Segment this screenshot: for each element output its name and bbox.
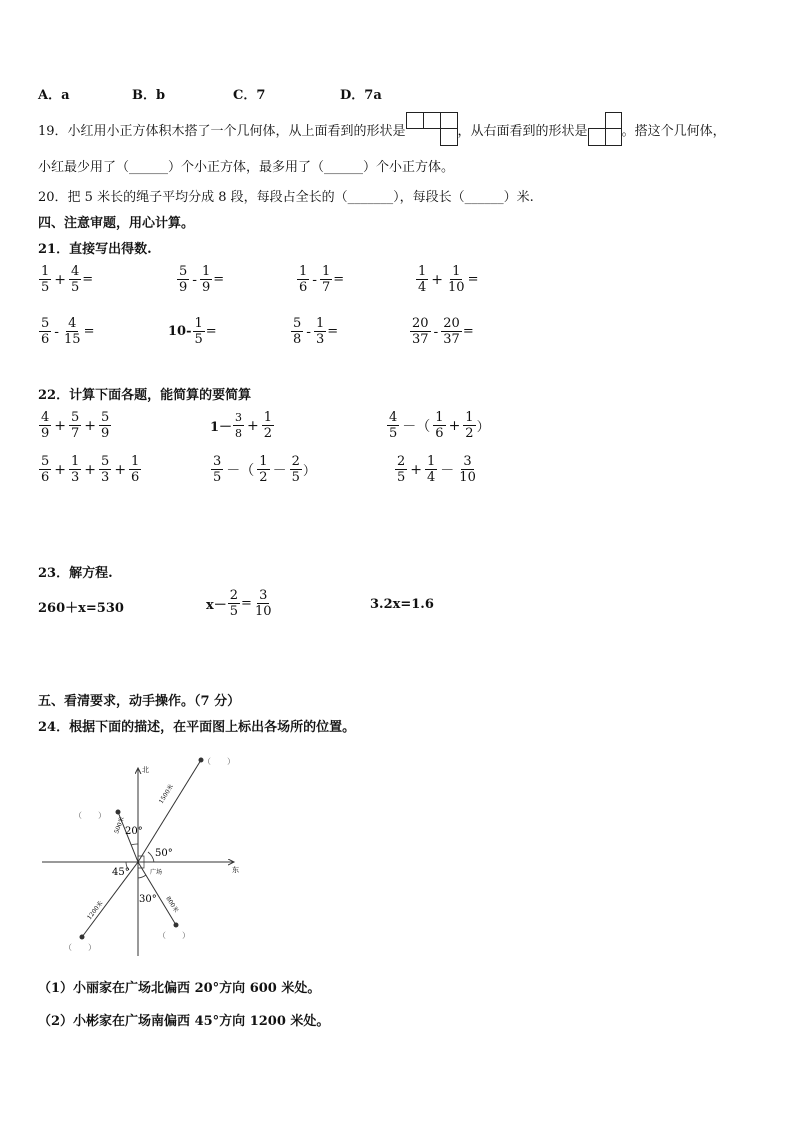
q21-item-8: $\frac{20}{37}$ - $\frac{20}{37}$ =	[412, 316, 474, 347]
equation-1: 260＋x=530	[38, 601, 124, 616]
q19-line2: 小红最少用了（______）个小正方体，最多用了（______）个小正方体。	[38, 160, 455, 175]
q24-item-2: （2）小彬家在广场南偏西 45°方向 1200 米处。	[38, 1014, 330, 1029]
option-a: A．a	[38, 88, 70, 103]
dist-800: 800米	[164, 895, 180, 914]
dist-1200: 1200米	[86, 899, 105, 922]
paren-nnw: （ ）	[74, 811, 106, 820]
dist-500: 500米	[113, 815, 126, 835]
q22-expr-6: $\frac{2}{5}$ + $\frac{1}{4}$ － $\frac{3}{10}$	[397, 454, 476, 485]
equation-3: 3.2x=1.6	[370, 597, 434, 612]
paren-sw: （ ）	[64, 943, 96, 952]
sw-point	[80, 935, 85, 940]
question-19-line1	[38, 112, 726, 146]
option-b: B．b	[132, 88, 166, 103]
q21-item-4: $\frac{1}{4}$ + $\frac{1}{10}$ =	[418, 264, 479, 295]
section-4-heading: 四、注意审题，用心计算。	[38, 216, 195, 231]
section-5-heading: 五、看清要求，动手操作。（7 分）	[38, 694, 241, 709]
q22-expr-5: $\frac{3}{5}$ －（ $\frac{1}{2}$ － $\frac{2}{5}$ ）	[213, 454, 316, 485]
q21-item-2: $\frac{5}{9}$ - $\frac{1}{9}$ =	[179, 264, 225, 295]
ne-line	[138, 760, 201, 862]
equation-2: x－ $\frac{2}{5}$ = $\frac{3}{10}$	[206, 588, 272, 619]
paren-ne: （ ）	[203, 757, 235, 766]
top-view-grid	[406, 112, 458, 146]
north-label: 北	[142, 766, 149, 774]
east-label: 东	[232, 866, 239, 874]
dist-1500: 1500米	[157, 783, 175, 806]
q24-item-1: （1）小丽家在广场北偏西 20°方向 600 米处。	[38, 981, 321, 996]
se-point	[174, 923, 179, 928]
q21-item-5: $\frac{5}{6}$ - $\frac{4}{15}$ =	[41, 316, 95, 347]
q22-expr-2: 1－ $\frac{3}{8}$ + $\frac{1}{2}$	[210, 410, 273, 441]
angle-50-label: 50°	[155, 848, 173, 859]
option-c: C．7	[233, 88, 266, 103]
angle-20-label: 20°	[125, 826, 143, 837]
q22-expr-3: $\frac{4}{5}$ －（ $\frac{1}{6}$ + $\frac{1}{2}$ ）	[389, 410, 490, 441]
q22-expr-1: $\frac{4}{9}$ + $\frac{5}{7}$ + $\frac{5}{9}$	[41, 410, 110, 441]
question-22-title: 22．计算下面各题，能简算的要简算	[38, 388, 252, 403]
direction-diagram	[38, 748, 258, 960]
right-view-grid	[588, 112, 622, 146]
paren-se: （ ）	[158, 931, 190, 940]
center-label: 广场	[150, 869, 163, 876]
q19-text-part2: ，从右面看到的形状是	[457, 123, 588, 139]
option-d: D．7a	[340, 88, 382, 103]
question-24-title: 24．根据下面的描述，在平面图上标出各场所的位置。	[38, 720, 356, 735]
question-20: 20．把 5 米长的绳子平均分成 8 段，每段占全长的（_______），每段长（______）米.	[38, 190, 534, 205]
angle-45-label: 45°	[112, 867, 130, 878]
q19-text-part3: 。搭这个几何体，	[621, 123, 726, 139]
q19-text-part1: 19．小红用小正方体积木搭了一个几何体，从上面看到的形状是	[38, 123, 406, 139]
question-23-title: 23．解方程.	[38, 566, 113, 581]
q21-item-6: 10- $\frac{1}{5}$ =	[168, 316, 217, 347]
angle-30-label: 30°	[139, 894, 157, 905]
q21-item-1: $\frac{1}{5}$ + $\frac{4}{5}$ =	[41, 264, 94, 295]
nnw-point	[116, 810, 121, 815]
q21-item-7: $\frac{5}{8}$ - $\frac{1}{3}$ =	[293, 316, 339, 347]
q21-item-3: $\frac{1}{6}$ - $\frac{1}{7}$ =	[299, 264, 345, 295]
question-21-title: 21．直接写出得数.	[38, 242, 152, 257]
q22-expr-4: $\frac{5}{6}$ + $\frac{1}{3}$ + $\frac{5}{3}$ + $\frac{1}{6}$	[41, 454, 140, 485]
